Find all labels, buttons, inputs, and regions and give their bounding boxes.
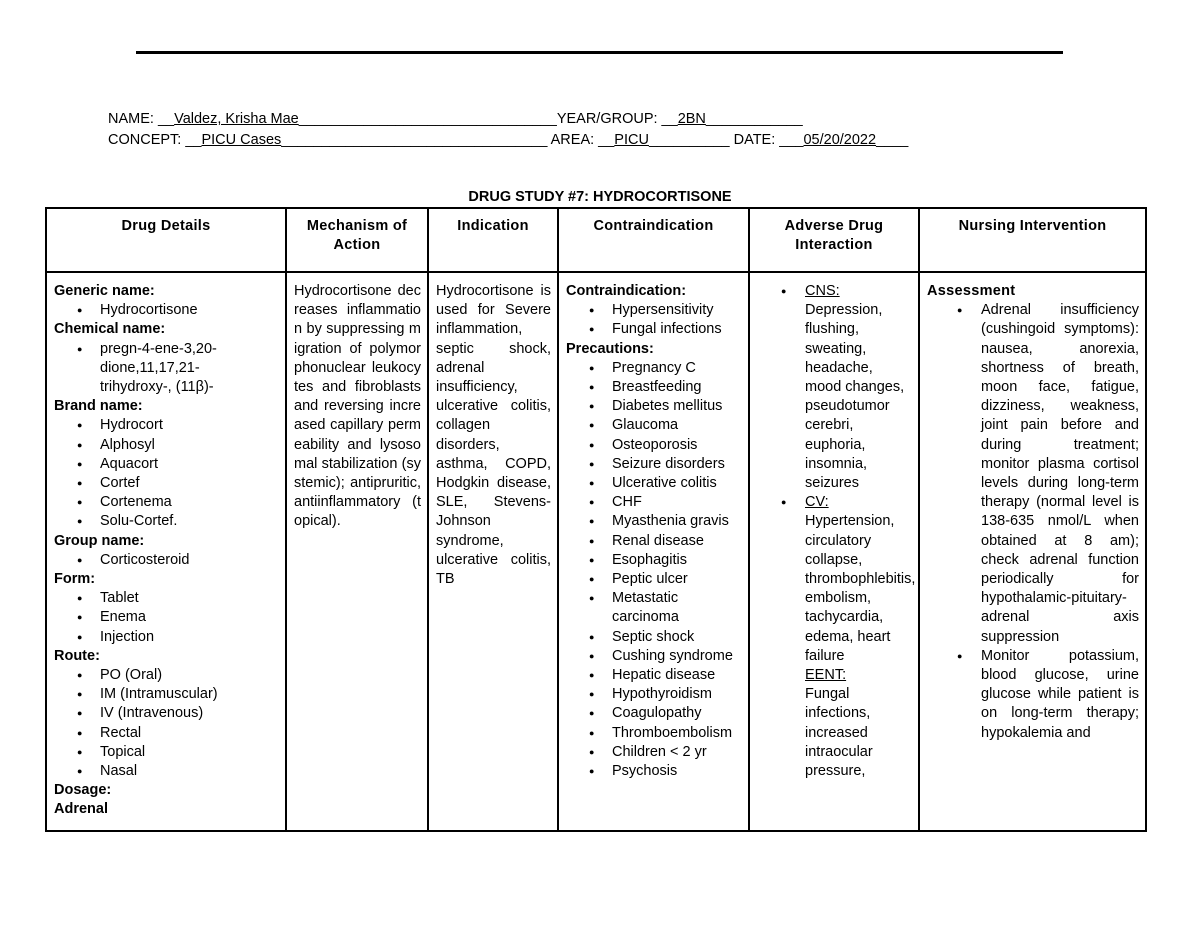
group-list <box>54 551 279 570</box>
list-item: ● Aquacort <box>54 455 279 474</box>
precautions-label: Precautions: <box>566 340 654 357</box>
list-item: ● Breastfeeding <box>566 378 742 397</box>
list-item: ● Coagulopathy <box>566 704 742 723</box>
cv-text: Hypertension, circulatory collapse, thrombophlebitis, embolism, tachycardia, edema, heart failure <box>805 513 916 664</box>
generic-list <box>54 301 279 320</box>
list-item: ● Corticosteroid <box>54 551 279 570</box>
mechanism-cell: Hydrocortisone decreases inflammation by suppressing migration of polymorphonuclear leukocytes and fibroblasts and reversing increased capillary permeability and lysosomal stabilization (systemic); antipruritic, antiinflammatory (topical). <box>286 272 428 831</box>
cns-text: Depression, flushing, sweating, headache, mood changes, pseudotumor cerebri, euphoria, insomnia, seizures <box>805 302 905 492</box>
list-item: ● Diabetes mellitus <box>566 397 742 416</box>
dosage-label: Dosage: <box>54 782 112 799</box>
drug-study-table <box>45 207 1147 832</box>
list-item: ● Pregnancy C <box>566 359 742 378</box>
list-item: ● IV (Intravenous) <box>54 704 279 723</box>
name-label: NAME: __ <box>108 111 175 127</box>
list-item: ● Esophagitis <box>566 551 742 570</box>
list-item: ● Septic shock <box>566 628 742 647</box>
col-header-nursing: Nursing Intervention <box>919 208 1146 272</box>
form-label: Form: <box>54 571 96 588</box>
list-item: ● Nasal <box>54 762 279 781</box>
nursing-list <box>927 301 1139 743</box>
table-row <box>46 272 1146 831</box>
area-label: AREA: __ <box>550 132 615 148</box>
list-item: ● Hydrocortisone <box>54 301 279 320</box>
area-underline: __________ <box>648 132 734 148</box>
header-line-1 <box>108 110 803 128</box>
list-item: ● Hepatic disease <box>566 666 742 685</box>
list-item: ● IM (Intramuscular) <box>54 685 279 704</box>
name-underline: ________________________________ <box>298 111 557 127</box>
concept-label: CONCEPT: __ <box>108 132 202 148</box>
concept-value: PICU Cases <box>201 132 282 148</box>
header-line-2 <box>108 131 908 149</box>
list-item: ● Children < 2 yr <box>566 743 742 762</box>
list-item: ● Metastatic carcinoma <box>566 589 742 627</box>
list-item: ● Ulcerative colitis <box>566 474 742 493</box>
concept-underline: _________________________________ <box>281 132 551 148</box>
year-value: 2BN <box>677 111 706 127</box>
list-item: ● Cushing syndrome <box>566 647 742 666</box>
list-item: ● Peptic ulcer <box>566 570 742 589</box>
brand-list <box>54 416 279 531</box>
name-value: Valdez, Krisha Mae <box>174 111 299 127</box>
route-label: Route: <box>54 647 100 664</box>
list-item: ● Cortef <box>54 474 279 493</box>
list-item: ● Monitor potassium, blood glucose, urine glucose while patient is on long-term therapy; hypokalemia and <box>927 647 1139 743</box>
col-header-drug-details: Drug Details <box>46 208 286 272</box>
year-underline: ____________ <box>705 111 803 127</box>
list-item: ● Topical <box>54 743 279 762</box>
list-item: ● Enema <box>54 608 279 627</box>
adverse-cell <box>749 272 919 831</box>
list-item: ● Rectal <box>54 724 279 743</box>
list-item: ● pregn-4-ene-3,20-dione,11,17,21-trihydroxy-, (11β)- <box>54 340 234 398</box>
chemical-list <box>54 340 234 398</box>
contraindication-label: Contraindication: <box>566 283 687 299</box>
col-header-indication: Indication <box>428 208 558 272</box>
list-item: ● Tablet <box>54 589 279 608</box>
contraindication-list <box>566 301 742 339</box>
chemical-label: Chemical name: <box>54 321 166 338</box>
form-list <box>54 589 279 647</box>
date-label: DATE: ___ <box>733 132 804 148</box>
list-item: ● PO (Oral) <box>54 666 279 685</box>
adrenal-label: Adrenal <box>54 801 108 818</box>
list-item <box>757 282 912 493</box>
col-header-adverse: Adverse Drug Interaction <box>749 208 919 272</box>
list-item: ● Injection <box>54 628 279 647</box>
list-item: ● Hypothyroidism <box>566 685 742 704</box>
contraindication-cell <box>558 272 749 831</box>
date-underline: ____ <box>876 132 909 148</box>
list-item: ● Cortenema <box>54 493 279 512</box>
list-item: ● Glaucoma <box>566 416 742 435</box>
list-item: ● Psychosis <box>566 762 742 781</box>
list-item: ● CHF <box>566 493 742 512</box>
list-item: ● Thromboembolism <box>566 724 742 743</box>
list-item: ● Hydrocort <box>54 416 279 435</box>
indication-cell: Hydrocortisone is used for Severe inflammation, septic shock, adrenal insufficiency, ulcerative colitis, collagen disorders, asthma, COPD, Hodgkin disease, SLE, Stevens-Johnson syndrome, ulcerative colitis, TB <box>428 272 558 831</box>
list-item: ● Seizure disorders <box>566 455 742 474</box>
eent-label: EENT: <box>805 667 847 684</box>
precautions-list <box>566 359 742 781</box>
list-item: ● Hypersensitivity <box>566 301 742 320</box>
route-list <box>54 666 279 781</box>
list-item: ● Adrenal insufficiency (cushingoid symptoms): nausea, anorexia, shortness of breath, moon face, fatigue, dizziness, weakness, joint pain before and during treatment; monitor plasma cortisol levels during long-term therapy (normal level is 138-635 nmol/L when obtained at 8 am); check adrenal function periodically for hypothalamic-pituitary-adrenal axis suppression <box>927 301 1139 647</box>
year-label: YEAR/GROUP: __ <box>556 111 678 127</box>
col-header-mechanism: Mechanism of Action <box>286 208 428 272</box>
area-value: PICU <box>614 132 649 148</box>
table-header-row <box>46 208 1146 272</box>
nursing-cell <box>919 272 1146 831</box>
page-title: DRUG STUDY #7: HYDROCORTISONE <box>468 189 732 205</box>
group-label: Group name: <box>54 532 145 549</box>
list-item: ● Solu-Cortef. <box>54 512 279 531</box>
cv-label: CV: <box>805 494 829 511</box>
eent-text: Fungal infections, increased intraocular pressure, <box>805 686 873 780</box>
cns-label: CNS: <box>805 283 840 299</box>
col-header-contraindication: Contraindication <box>558 208 749 272</box>
list-item: ● Renal disease <box>566 532 742 551</box>
assessment-label: Assessment <box>927 283 1016 299</box>
brand-label: Brand name: <box>54 398 143 415</box>
generic-label: Generic name: <box>54 283 155 299</box>
list-item <box>757 493 916 781</box>
drug-details-cell <box>46 272 286 831</box>
list-item: ● Osteoporosis <box>566 436 742 455</box>
adverse-list <box>757 282 916 781</box>
list-item: ● Fungal infections <box>566 320 742 339</box>
list-item: ● Alphosyl <box>54 436 279 455</box>
list-item: ● Myasthenia gravis <box>566 512 742 531</box>
date-value: 05/20/2022 <box>803 132 877 148</box>
top-rule <box>136 51 1063 54</box>
